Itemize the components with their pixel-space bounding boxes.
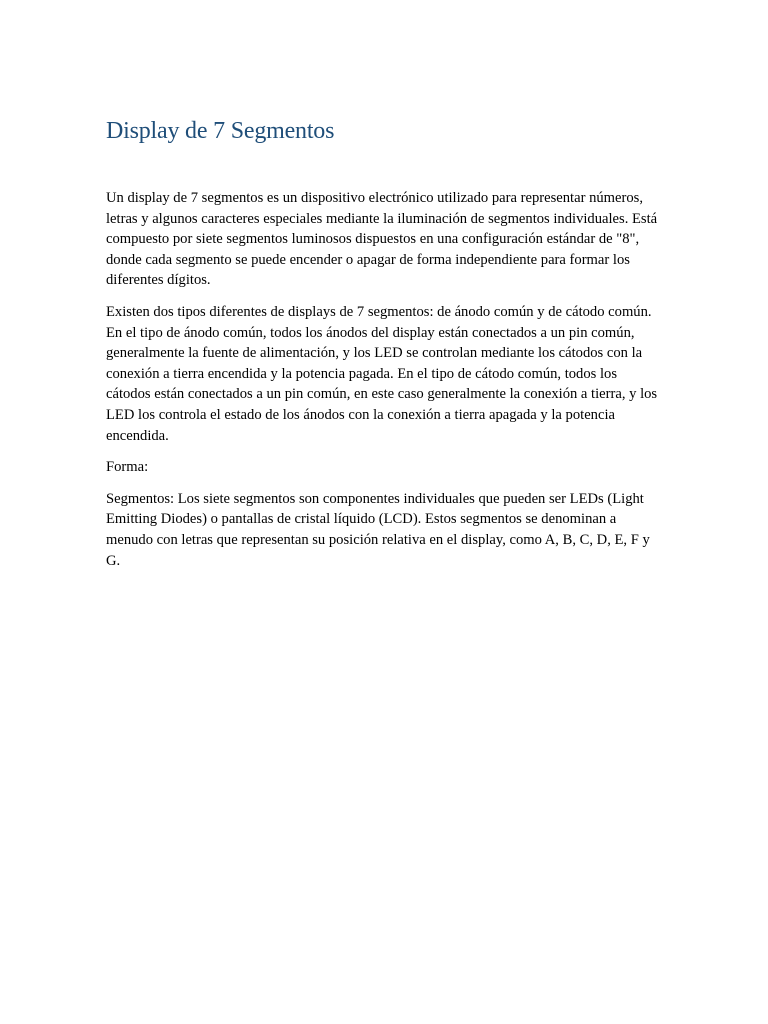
document-title: Display de 7 Segmentos — [106, 118, 335, 144]
document-page — [106, 114, 662, 582]
paragraph-forma-heading: Forma: — [106, 459, 149, 476]
paragraph-intro: Un display de 7 segmentos es un dispositivo electrónico utilizado para representar números, letras y algunos caracteres especiales mediante la iluminación de segmentos individuales. Está compuesto por siete segmentos luminosos dispuestos en una configuración estándar de "8", donde cada segmento se puede encender o apagar de forma independiente para formar los diferentes dígitos. — [106, 190, 658, 289]
paragraph-types: Existen dos tipos diferentes de displays de 7 segmentos: de ánodo común y de cátodo común. En el tipo de ánodo común, todos los ánodos del display están conectados a un pin común, generalmente la fuente de alimentación, y los LED se controlan mediante los cátodos con la conexión a tierra encendida y la potencia pagada. En el tipo de cátodo común, todos los cátodos están conectados a un pin común, en este caso generalmente la conexión a tierra, y los LED los controla el estado de los ánodos con la conexión a tierra apagada y la potencia encendida. — [106, 303, 658, 444]
paragraph-segmentos: Segmentos: Los siete segmentos son componentes individuales que pueden ser LEDs (Light Emitting Diodes) o pantallas de cristal líquido (LCD). Estos segmentos se denominan a menudo con letras que representan su posición relativa en el display, como A, B, C, D, E, F y G. — [106, 490, 650, 569]
